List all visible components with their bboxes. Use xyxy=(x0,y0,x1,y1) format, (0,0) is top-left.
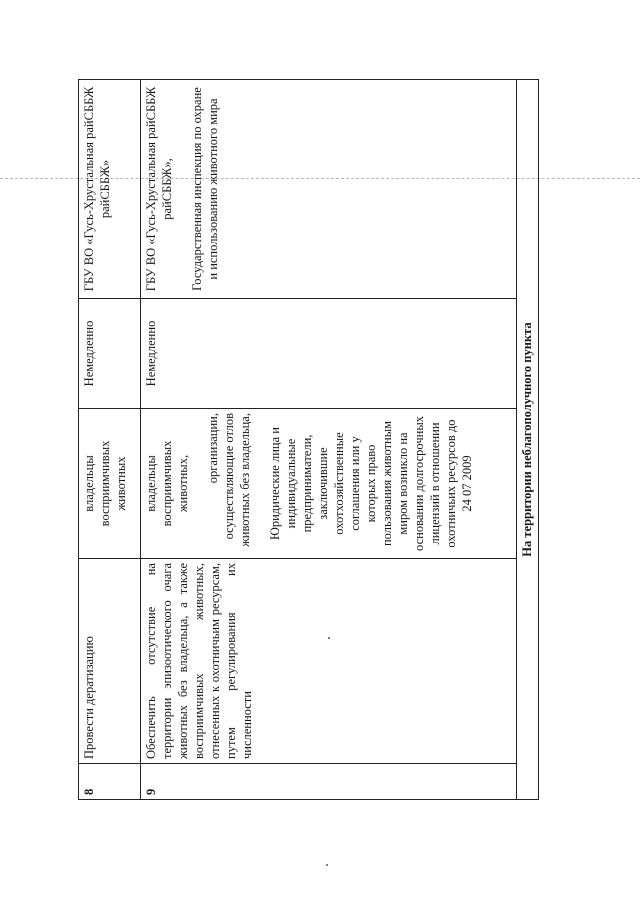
executor-line: владельцы восприимчивых животных, xyxy=(144,440,190,527)
responsible-line: ГБУ ВО «Гусь-Хрустальная райСББЖ райСББЖ», xyxy=(144,86,174,292)
row-number: 8 xyxy=(79,764,141,800)
executor-cell xyxy=(141,409,517,559)
deadline-cell: Немедленно xyxy=(79,299,141,409)
rotated-table-container xyxy=(78,80,543,800)
deadline-cell: Немедленно xyxy=(141,299,517,409)
executor-line: организации, осуществляющие отлов животных без владельца, xyxy=(206,413,252,547)
table-row xyxy=(141,80,517,800)
section-heading: На территории неблагополучного пункта xyxy=(517,80,539,800)
responsible-cell xyxy=(141,80,517,299)
section-row xyxy=(517,80,539,800)
responsible-line: Государственная инспекция по охране и использованию животного мира xyxy=(190,87,220,291)
executor-cell: владельцы восприимчивых животных xyxy=(79,409,141,559)
action-cell: Провести дератизацию xyxy=(79,559,141,764)
executor-line: Юридические лица и индивидуальные предприниматели, заключившие охотхозяйственные соглашения или у которых право пользования животным миром возникло на основании долгосрочных лицензий в отношении охотничьих ресурсов до 24 07 2009 xyxy=(268,416,474,551)
table-row xyxy=(79,80,141,800)
measures-table xyxy=(78,79,539,800)
row-number: 9 xyxy=(141,764,517,800)
responsible-cell: ГБУ ВО «Гусь-Хрустальная райСББЖ райСББЖ» xyxy=(79,80,141,299)
scan-speck xyxy=(326,864,328,866)
action-cell: Обеспечить отсутствие на территории эпизоотического очага животных без владельца, а также восприимчивых животных, отнесенных к охотничьим ресурсам, путем регулирования их численности xyxy=(141,559,517,764)
